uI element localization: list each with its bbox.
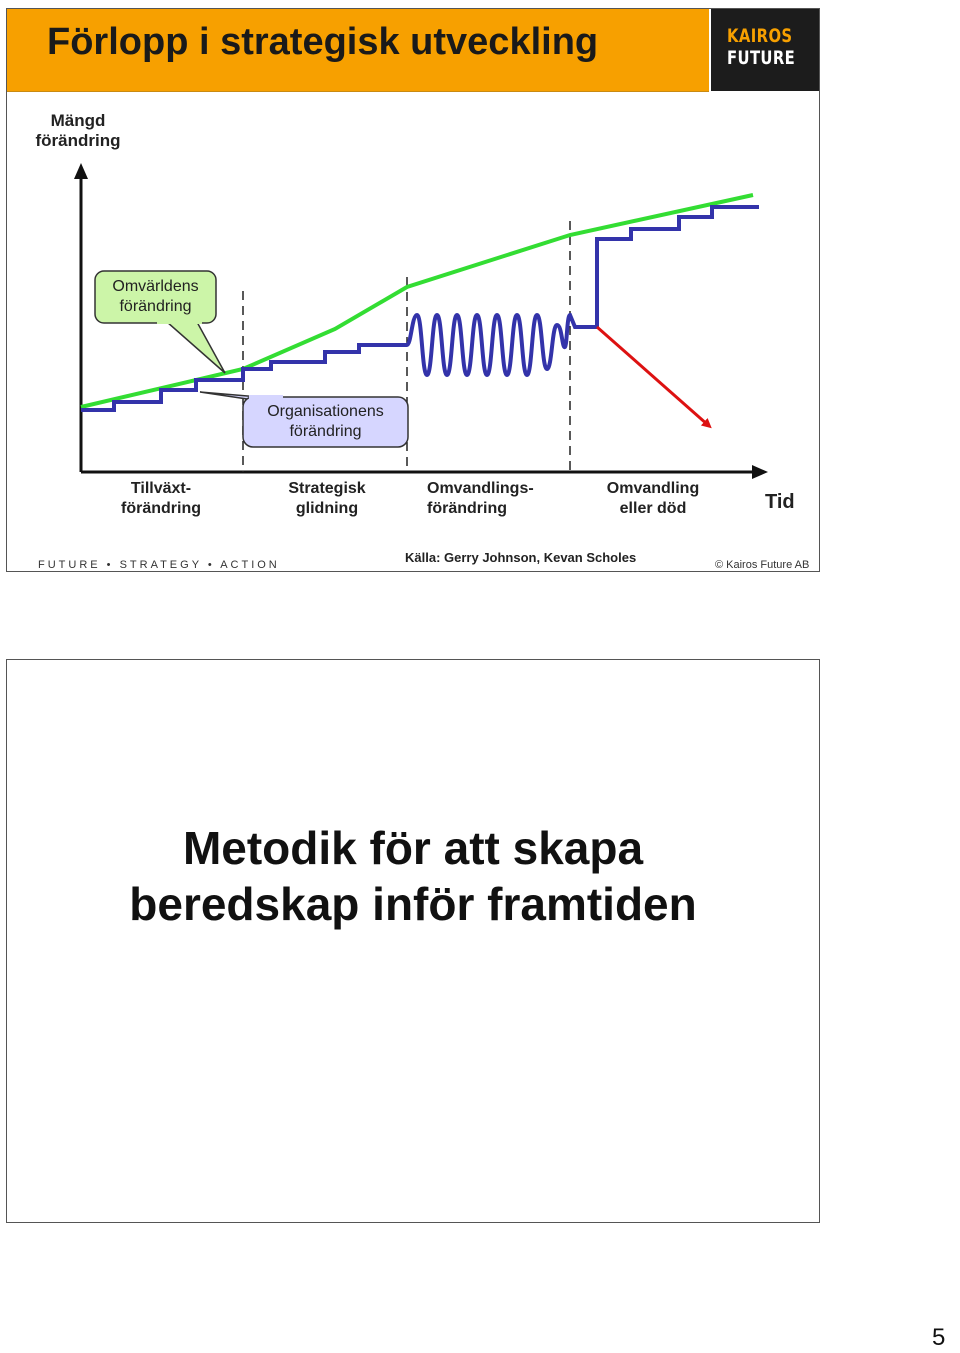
phase-label-strategic-drift [267,479,387,519]
slide2-title [7,820,819,932]
phase-label-transform-or-die-line-1: Omvandling [606,480,700,497]
logo-line-1: KAIROS [727,25,793,47]
phase-label-strategic-drift-line-1: Strategisk [288,480,366,497]
phase-label-transform-or-die-line-2: eller död [619,500,687,517]
callout-organisation-line-1: Organisationens [267,403,384,420]
callout-environment-line-1: Omvärldens [112,278,199,295]
y-axis-label-line-2: förändring [35,131,121,150]
y-axis-label-line-1: Mängd [50,111,106,130]
page-number: 5 [932,1324,946,1351]
x-axis-label: Tid [765,491,795,513]
logo-line-2: FUTURE [727,47,796,69]
phase-label-strategic-drift-line-2: glidning [295,500,359,517]
phase-label-transform-or-die [593,479,713,519]
slide2-title-line-1: Metodik för att skapa [182,822,644,874]
phase-label-growth-line-1: Tillväxt- [130,480,192,497]
phase-label-transformation-line-1: Omvandlings- [427,480,534,497]
death-arrow [597,327,708,425]
callout-environment-pointer [167,322,225,373]
slide2-title-line-2: beredskap inför framtiden [129,878,697,930]
slide-title: Förlopp i strategisk utveckling [47,21,599,63]
x-axis-arrowhead [752,465,768,479]
callout-organisation-text [243,402,408,442]
footer-tagline: FUTURE • STRATEGY • ACTION [38,559,280,571]
slide-strategic-development [6,8,820,572]
y-axis-label [29,111,127,151]
footer-copyright: © Kairos Future AB [715,559,810,571]
callout-environment-line-2: förändring [119,298,192,315]
y-axis-arrowhead [74,163,88,179]
footer-source: Källa: Gerry Johnson, Kevan Scholes [405,550,637,565]
organisation-oscillation [407,315,597,375]
phase-label-growth-line-2: förändring [121,500,201,517]
phase-label-growth [101,479,221,519]
phase-label-transformation-line-2: förändring [427,500,507,517]
callout-organisation-line-2: förändring [289,423,362,440]
callout-environment-text [95,277,216,317]
slide-methodology [6,659,820,1223]
phase-label-transformation [427,479,551,519]
